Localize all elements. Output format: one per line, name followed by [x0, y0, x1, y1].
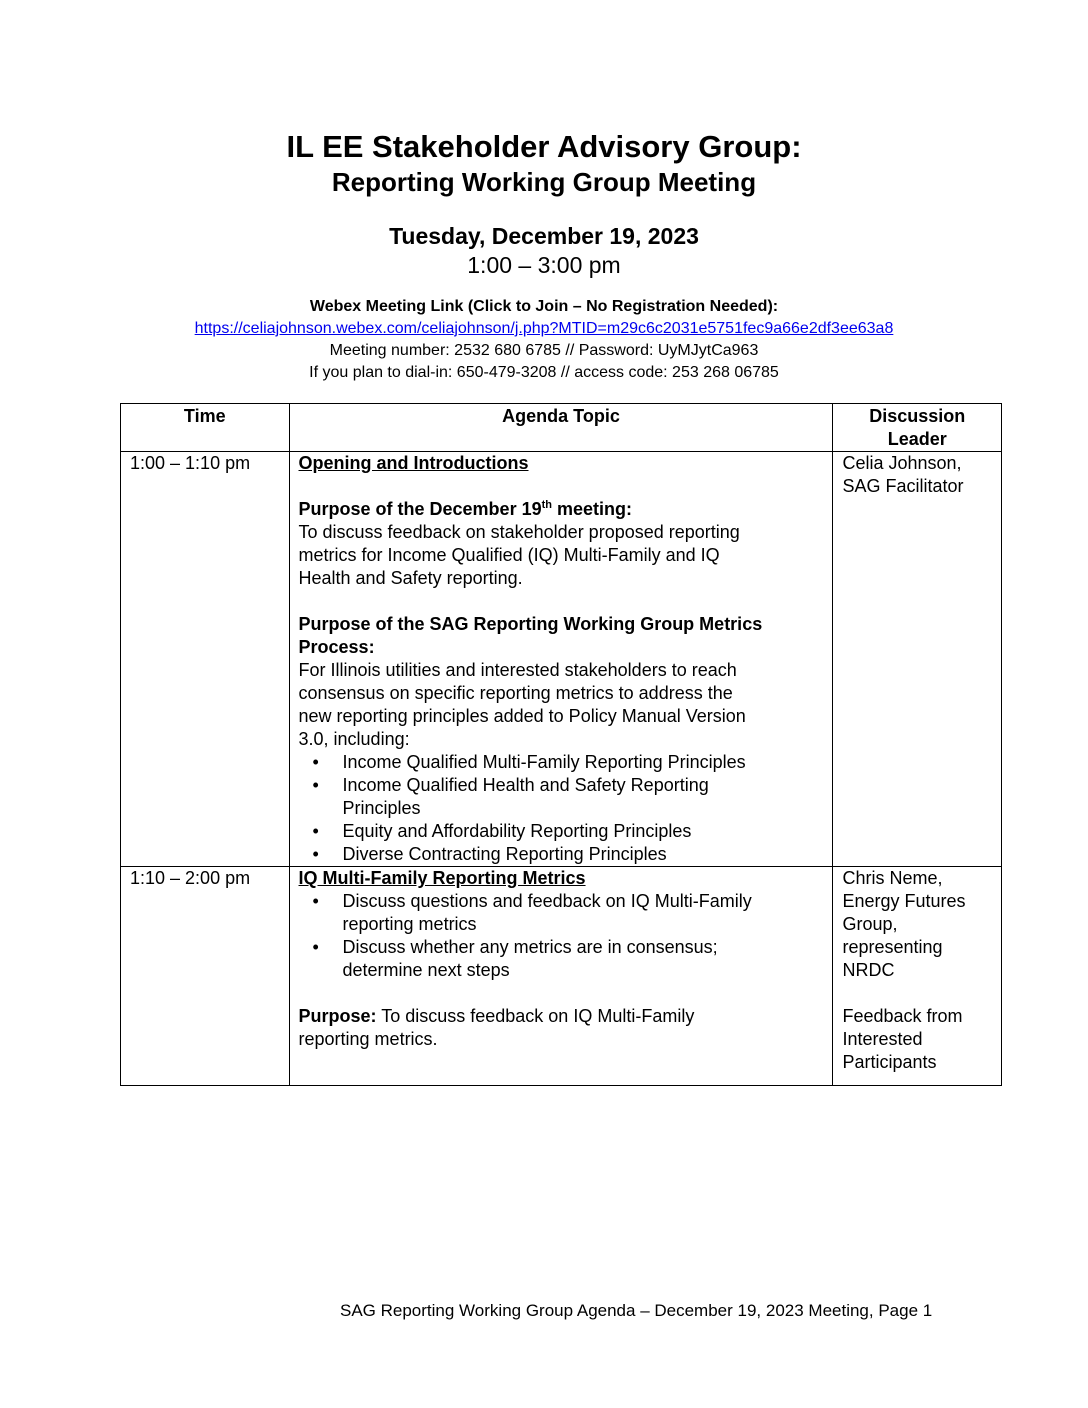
purpose-text: Purpose: To discuss feedback on IQ Multi-Family	[298, 1006, 695, 1026]
purpose-label: Purpose of the SAG Reporting Working Group Metrics	[298, 614, 763, 634]
list-item: • Equity and Affordability Reporting Principles	[343, 820, 824, 843]
topic-title: IQ Multi-Family Reporting Metrics	[298, 868, 586, 888]
webex-label: Webex Meeting Link (Click to Join – No Registration Needed):	[309, 298, 779, 315]
purpose-text: reporting metrics.	[298, 1029, 438, 1049]
meeting-info	[0, 296, 1088, 384]
topic-title: Opening and Introductions	[298, 453, 529, 473]
header-leader-line: Discussion	[869, 406, 966, 426]
table-header-row	[121, 404, 1002, 452]
row-time: 1:10 – 2:00 pm	[121, 867, 290, 1086]
leader-org: Energy Futures	[842, 891, 966, 911]
purpose-label: Purpose:	[298, 1006, 377, 1026]
row-topic	[289, 452, 833, 867]
list-item: • Income Qualified Health and Safety Reporting Principles	[343, 774, 824, 820]
leader-org: representing	[842, 937, 943, 957]
dial-in-info: If you plan to dial-in: 650-479-3208 // access code: 253 268 06785	[309, 364, 779, 381]
purpose-text: metrics for Income Qualified (IQ) Multi-Family and IQ	[298, 545, 720, 565]
table-row	[121, 867, 1002, 1086]
leader-feedback: Feedback from	[842, 1006, 963, 1026]
row-time: 1:00 – 1:10 pm	[121, 452, 290, 867]
agenda-table	[120, 403, 1002, 1086]
header-agenda-topic: Agenda Topic	[289, 404, 833, 452]
header-time: Time	[121, 404, 290, 452]
purpose-text: To discuss feedback on stakeholder proposed reporting	[298, 522, 740, 542]
list-item: • Discuss whether any metrics are in consensus; determine next steps	[343, 936, 824, 982]
meeting-time: 1:00 – 3:00 pm	[467, 252, 621, 278]
purpose-text: For Illinois utilities and interested stakeholders to reach	[298, 660, 737, 680]
row-topic	[289, 867, 833, 1086]
meeting-number: Meeting number: 2532 680 6785 // Password: UyMJytCa963	[329, 342, 759, 359]
page-subtitle: Reporting Working Group Meeting	[331, 167, 757, 197]
header-discussion-leader	[833, 404, 1002, 452]
meeting-date: Tuesday, December 19, 2023	[389, 223, 699, 249]
table-row	[121, 452, 1002, 867]
discussion-list	[299, 890, 824, 982]
leader-org: NRDC	[842, 960, 895, 980]
list-item: • Income Qualified Multi-Family Reporting Principles	[343, 751, 824, 774]
webex-link[interactable]: https://celiajohnson.webex.com/celiajohnson/j.php?MTID=m29c6c2031e5751fec9a66e2df3ee63a8	[194, 320, 894, 337]
purpose-text: consensus on specific reporting metrics to address the	[298, 683, 733, 703]
purpose-label: Purpose of the December 19th meeting:	[298, 499, 633, 519]
list-item: • Discuss questions and feedback on IQ Multi-Family reporting metrics	[343, 890, 824, 936]
row-leader	[833, 452, 1002, 867]
purpose-text: new reporting principles added to Policy Manual Version	[298, 706, 746, 726]
purpose-label: Process:	[298, 637, 375, 657]
leader-feedback: Interested	[842, 1029, 923, 1049]
leader-feedback: Participants	[842, 1052, 937, 1072]
page-title: IL EE Stakeholder Advisory Group:	[286, 129, 802, 164]
principles-list	[299, 751, 824, 866]
page-footer: SAG Reporting Working Group Agenda – December 19, 2023 Meeting, Page 1	[340, 1301, 933, 1320]
list-item: • Diverse Contracting Reporting Principles	[343, 843, 824, 866]
leader-org: Group,	[842, 914, 898, 934]
leader-role: SAG Facilitator	[842, 476, 964, 496]
leader-name: Celia Johnson,	[842, 453, 962, 473]
row-leader	[833, 867, 1002, 1086]
leader-name: Chris Neme,	[842, 868, 943, 888]
purpose-text: Health and Safety reporting.	[298, 568, 523, 588]
purpose-text: 3.0, including:	[298, 729, 410, 749]
header-leader-line: Leader	[887, 429, 947, 449]
